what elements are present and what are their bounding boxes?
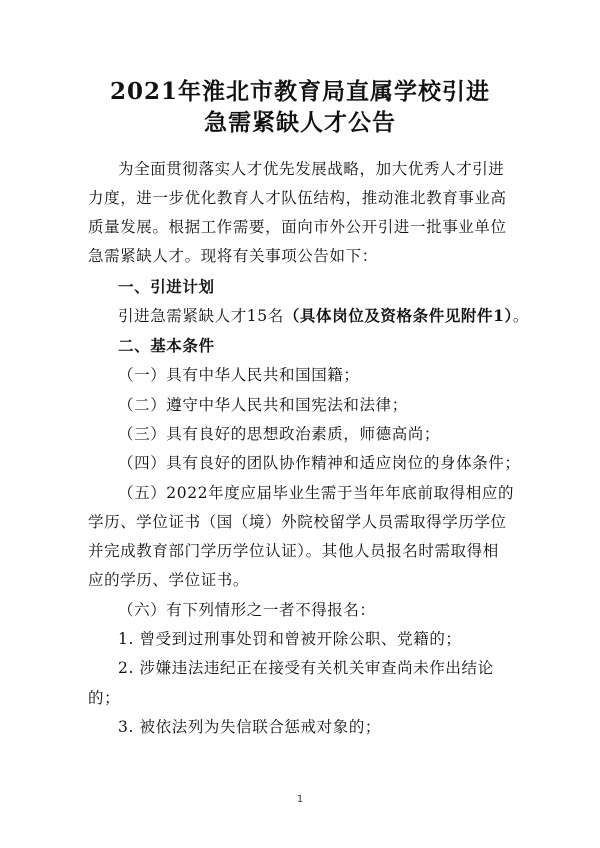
- plan-bold-note: （具体岗位及资格条件见附件1）: [283, 306, 513, 325]
- condition-item: （三）具有良好的思想政治素质，师德高尚；: [118, 425, 441, 443]
- condition-item: （五）2022年度应届毕业生需于当年年底前取得相应的: [118, 484, 515, 502]
- plan-paragraph: [118, 305, 529, 327]
- intro-line: 力度，进一步优化教育人才队伍结构，推动淮北教育事业高: [88, 189, 507, 207]
- plan-text: 引进急需紧缺人才15名: [118, 307, 284, 325]
- intro-line: 急需紧缺人才。现将有关事项公告如下：: [88, 247, 378, 265]
- plan-end: 。: [512, 307, 529, 325]
- condition-item: （四）具有良好的团队协作精神和适应岗位的身体条件；: [118, 454, 521, 472]
- section-heading-conditions: 二、基本条件: [118, 337, 215, 355]
- document-title-line-1: 2021年淮北市教育局直属学校引进: [109, 78, 490, 105]
- exclusion-item-continued: 的；: [88, 689, 121, 707]
- condition-item-continued: 学历、学位证书（国（境）外院校留学人员需取得学历学位: [88, 513, 507, 531]
- intro-line: 质量发展。根据工作需要，面向市外公开引进一批事业单位: [88, 218, 507, 236]
- page-number: 1: [296, 794, 304, 805]
- condition-item: （二）遵守中华人民共和国宪法和法律；: [118, 396, 408, 414]
- condition-item-continued: 并完成教育部门学历学位认证）。其他人员报名时需取得相: [88, 542, 499, 560]
- condition-item: （六）有下列情形之一者不得报名：: [118, 601, 376, 619]
- exclusion-item: 3. 被依法列为失信联合惩戒对象的；: [118, 718, 382, 736]
- document-title-line-2: 急需紧缺人才公告: [204, 109, 396, 136]
- condition-item-continued: 应的学历、学位证书。: [88, 571, 250, 589]
- condition-item: （一）具有中华人民共和国国籍；: [118, 366, 360, 384]
- exclusion-item: 2. 涉嫌违法违纪正在接受有关机关审查尚未作出结论: [118, 659, 494, 677]
- section-heading-plan: 一、引进计划: [118, 278, 215, 296]
- intro-line: 为全面贯彻落实人才优先发展战略，加大优秀人才引进: [118, 160, 505, 178]
- exclusion-item: 1. 曾受到过刑事处罚和曾被开除公职、党籍的；: [118, 630, 462, 648]
